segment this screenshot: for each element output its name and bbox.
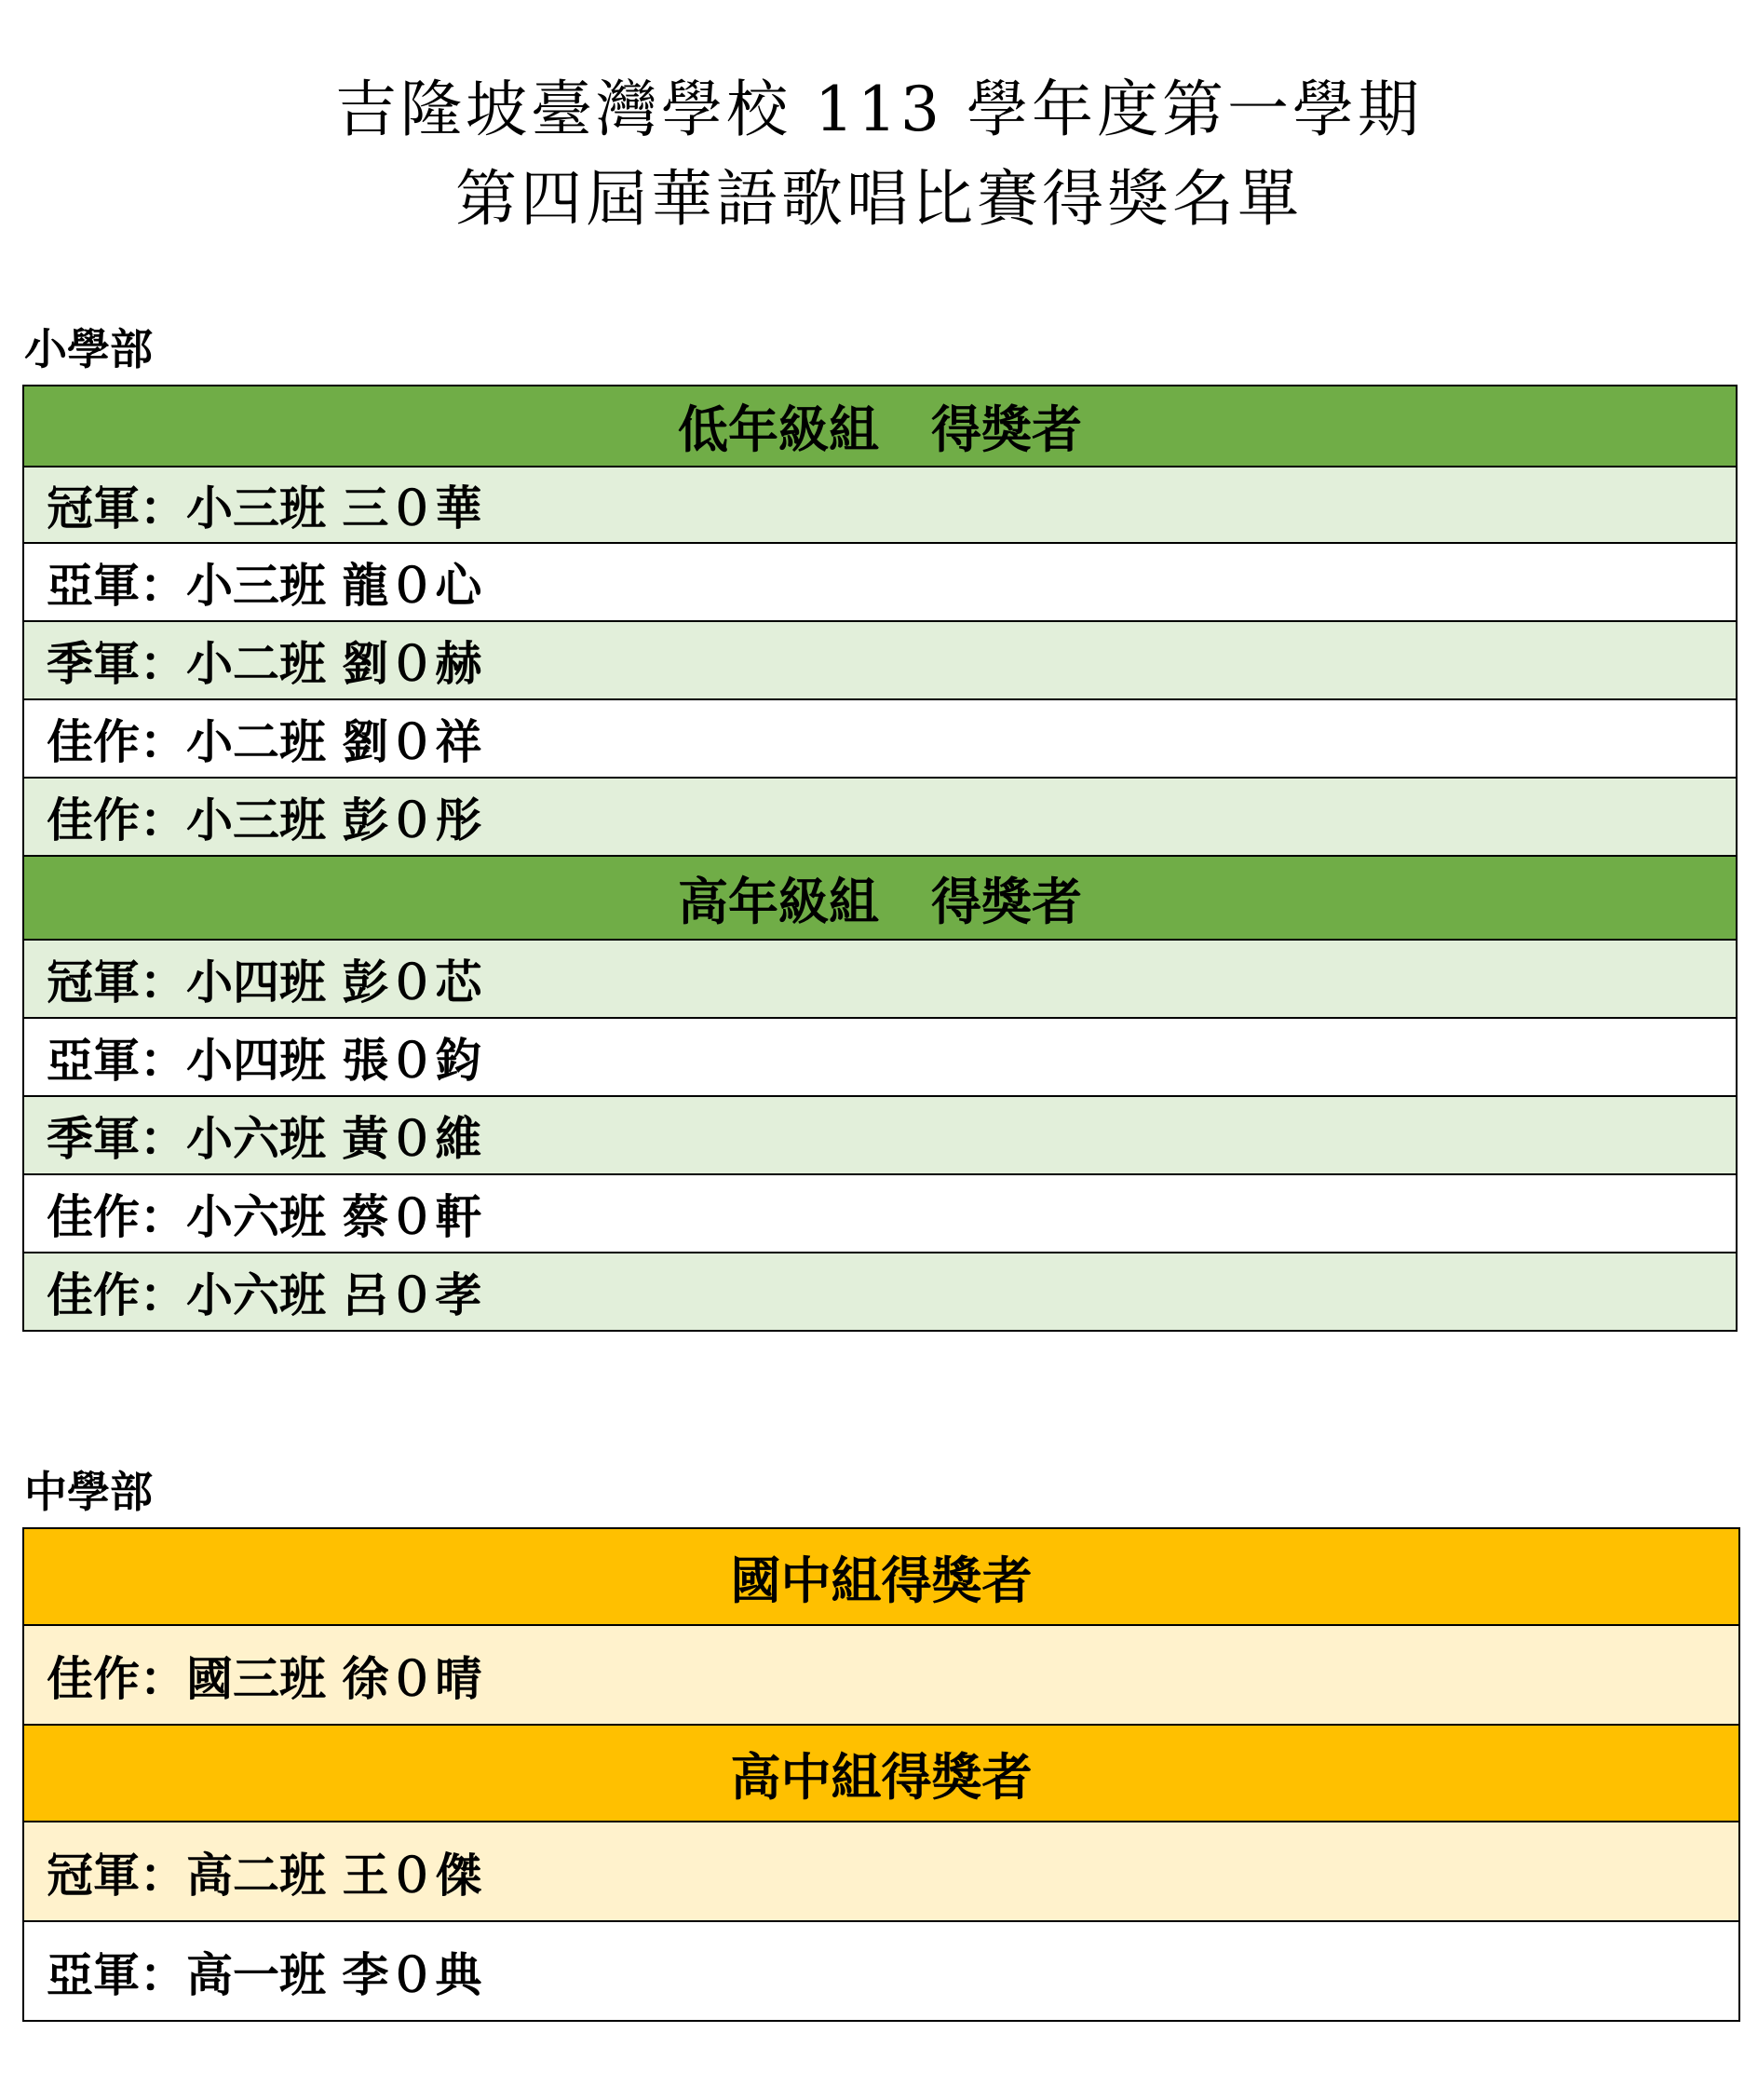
secondary-awards-table xyxy=(22,1527,1740,2022)
winner-cell: 冠軍：小四班 彭０芯 xyxy=(23,940,1737,1018)
winner-row xyxy=(23,1253,1737,1331)
group-header-upper xyxy=(23,856,1737,940)
winner-row xyxy=(23,621,1737,699)
winner-cell: 季軍：小二班 劉０赫 xyxy=(23,621,1737,699)
winner-row xyxy=(23,1174,1737,1253)
group-title: 低年級組 xyxy=(678,400,879,459)
winner-row xyxy=(23,1018,1737,1096)
winner-cell: 佳作：小六班 呂０孝 xyxy=(23,1253,1737,1331)
group-title: 高年級組 xyxy=(678,872,879,931)
group-header-row xyxy=(23,386,1737,467)
winner-cell: 亞軍：小四班 張０鈞 xyxy=(23,1018,1737,1096)
secondary-section-label: 中學部 xyxy=(24,1467,153,1517)
winner-row xyxy=(23,778,1737,856)
primary-awards-table xyxy=(22,385,1738,1332)
winner-row xyxy=(23,940,1737,1018)
group-header-row xyxy=(23,1528,1739,1625)
winner-cell: 亞軍：小三班 龍０心 xyxy=(23,543,1737,621)
group-header-row xyxy=(23,1725,1739,1822)
group-header-row xyxy=(23,856,1737,940)
winner-cell: 佳作：小三班 彭０彤 xyxy=(23,778,1737,856)
winner-cell: 冠軍：小三班 三０華 xyxy=(23,467,1737,543)
group-header-lower xyxy=(23,386,1737,467)
winner-cell: 冠軍：高二班 王０傑 xyxy=(23,1822,1739,1921)
winner-row xyxy=(23,543,1737,621)
winner-row xyxy=(23,1096,1737,1174)
group-header-senior: 高中組得獎者 xyxy=(23,1725,1739,1822)
title-line-2: 第四屆華語歌唱比賽得獎名單 xyxy=(455,163,1303,235)
title-line-1: 吉隆坡臺灣學校 113 學年度第一學期 xyxy=(335,74,1423,145)
winner-row xyxy=(23,699,1737,778)
winner-row xyxy=(23,1625,1739,1725)
group-title-suffix: 得獎者 xyxy=(931,400,1082,459)
winner-cell: 佳作：小六班 蔡０軒 xyxy=(23,1174,1737,1253)
primary-section-label: 小學部 xyxy=(24,324,153,374)
winner-cell: 季軍：小六班 黃０維 xyxy=(23,1096,1737,1174)
winner-cell: 佳作：國三班 徐０晴 xyxy=(23,1625,1739,1725)
winner-row xyxy=(23,467,1737,543)
winner-row xyxy=(23,1822,1739,1921)
document-title xyxy=(0,65,1758,244)
winner-cell: 亞軍：高一班 李０典 xyxy=(23,1921,1739,2021)
group-header-junior: 國中組得獎者 xyxy=(23,1528,1739,1625)
winner-row xyxy=(23,1921,1739,2021)
winner-cell: 佳作：小二班 劉０祥 xyxy=(23,699,1737,778)
group-title-suffix: 得獎者 xyxy=(931,872,1082,931)
